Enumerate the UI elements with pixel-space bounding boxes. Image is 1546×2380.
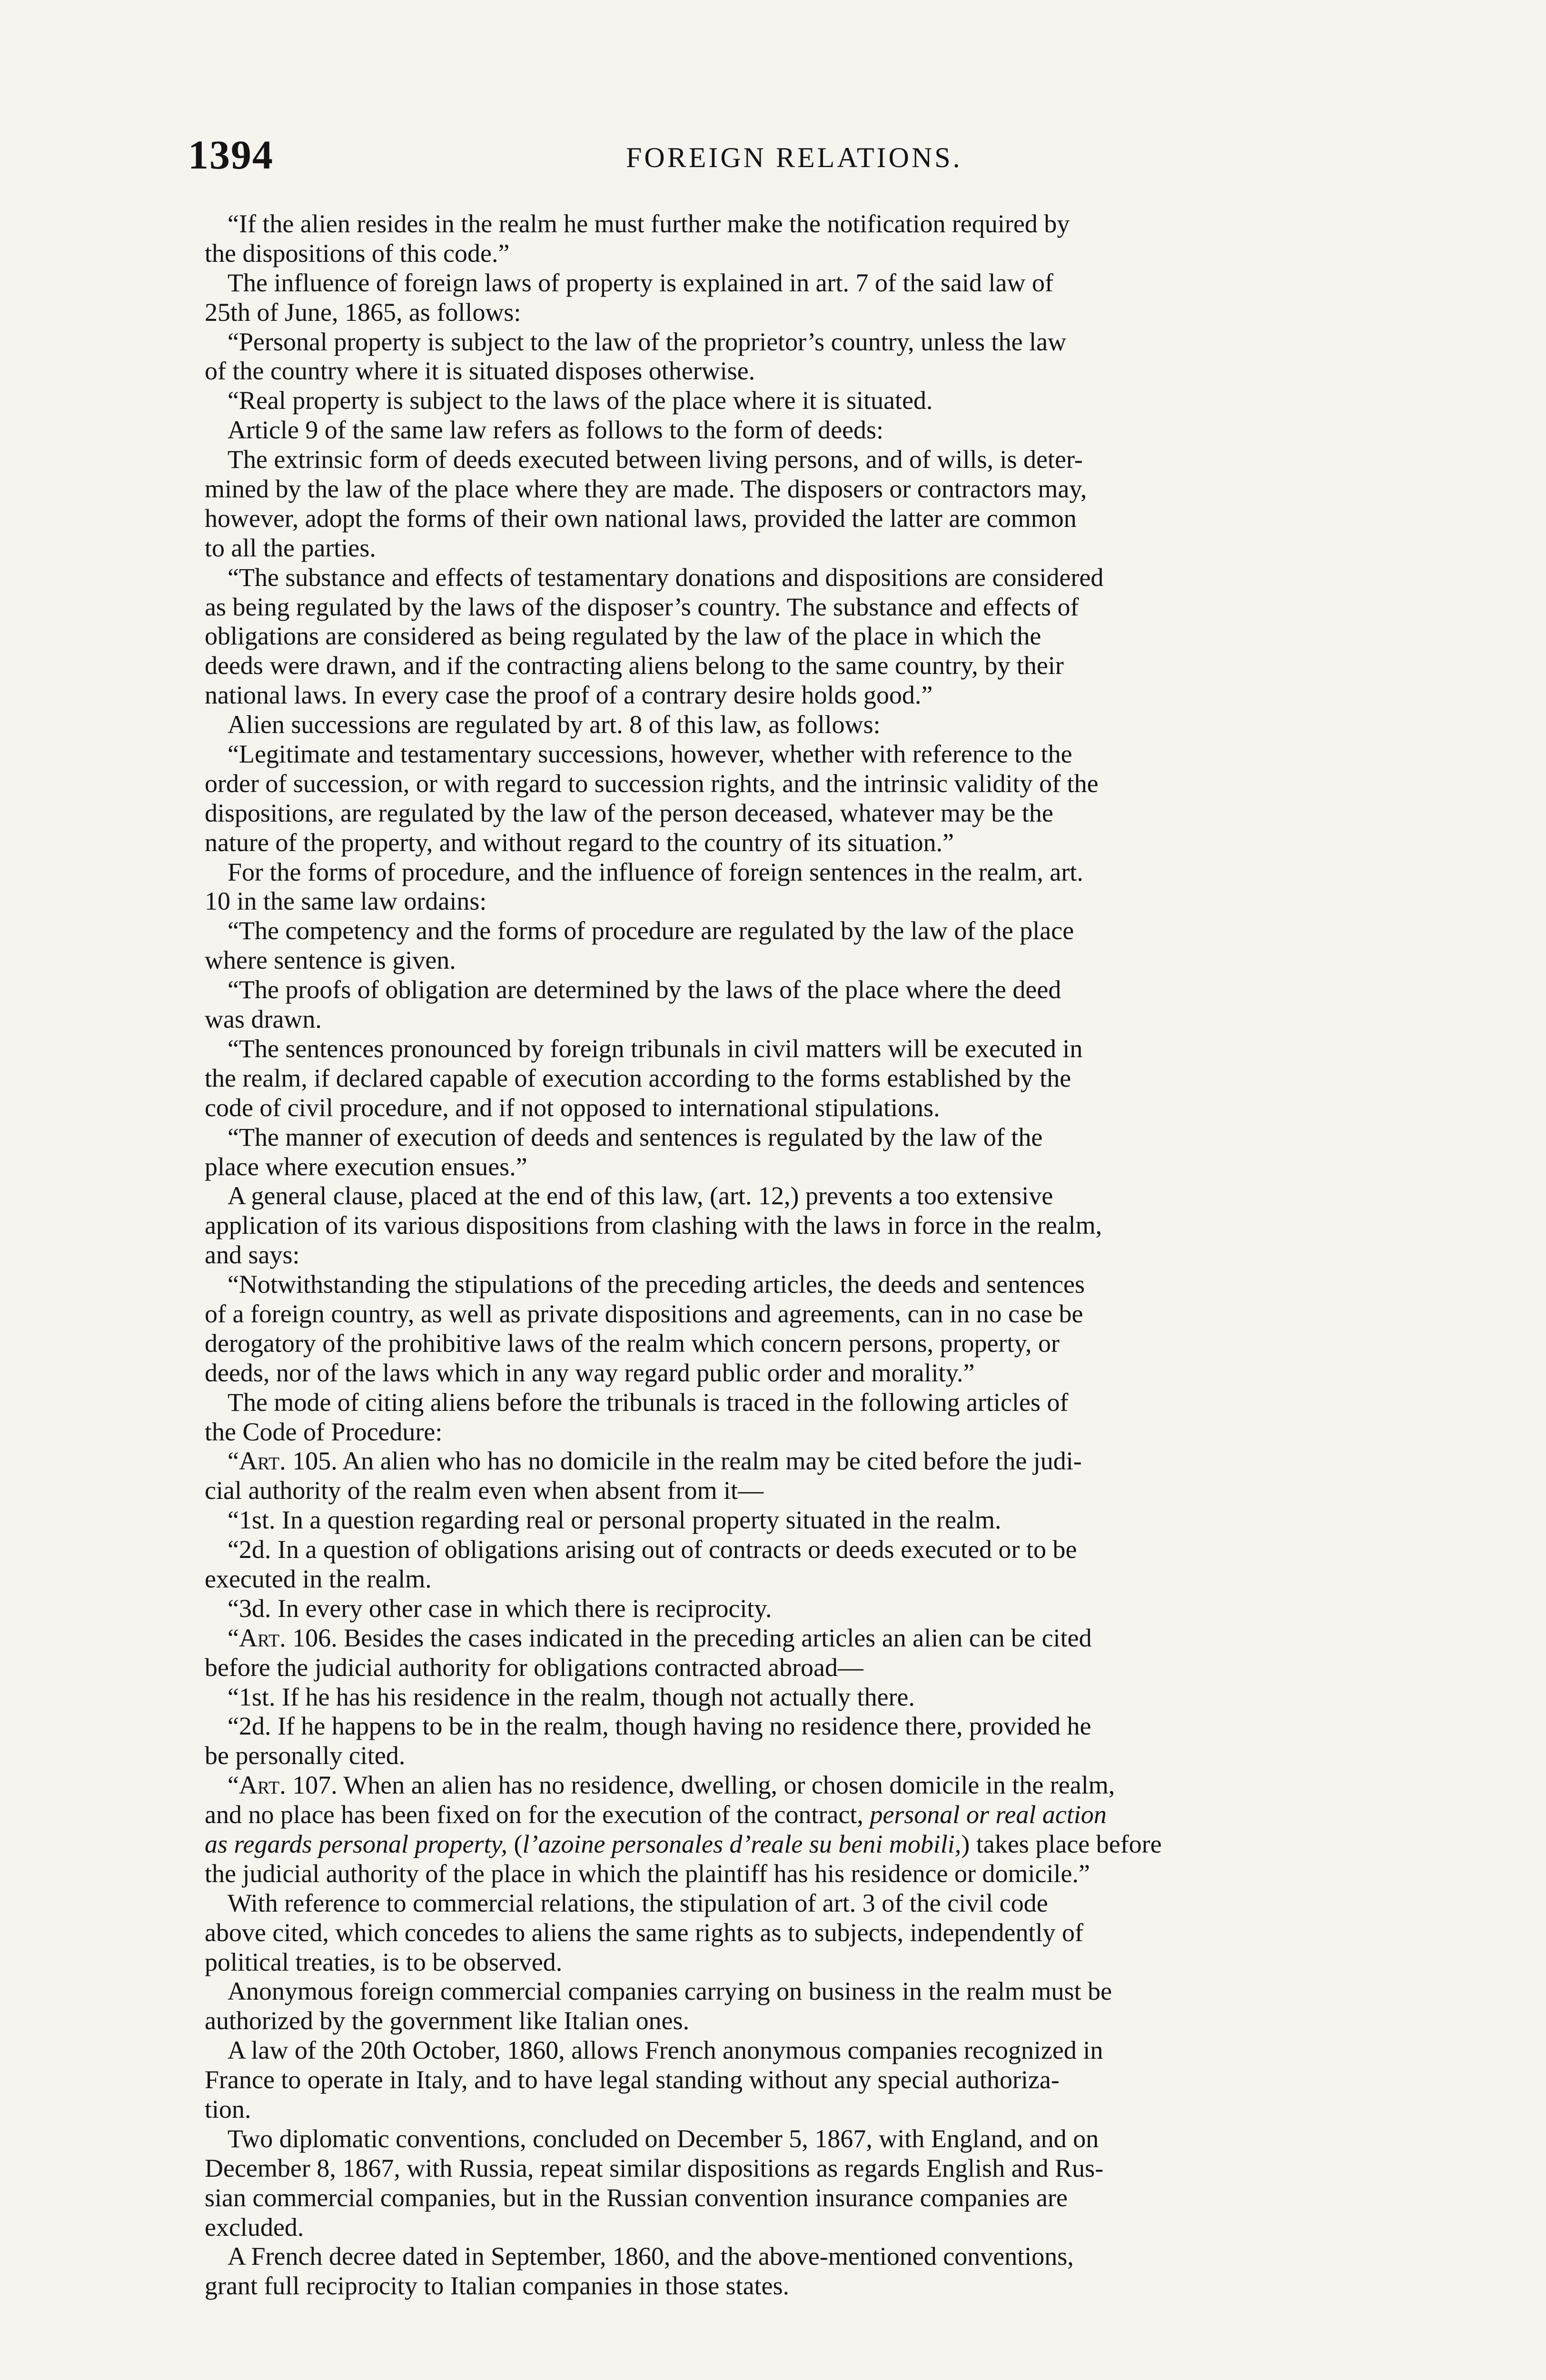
- text-line: [205, 1093, 1457, 1123]
- text-line: [205, 268, 1457, 298]
- text-line: [205, 1565, 1457, 1594]
- text-line: [205, 2006, 1457, 2036]
- text-line: [205, 1830, 1457, 1859]
- italic-phrase: l’azoine personales d’reale su beni mobili,: [522, 1829, 961, 1858]
- text-line: [205, 239, 1457, 268]
- text-line: [205, 710, 1457, 740]
- text-segment: 105. An alien who has no domicile in the realm may be cited before the judi-: [286, 1447, 1082, 1476]
- text-segment: and no place has been fixed on for the execution of the contract,: [205, 1800, 870, 1829]
- text-segment: before the judicial authority for obligations contracted abroad—: [205, 1653, 864, 1682]
- text-line: [205, 298, 1457, 327]
- text-line: [205, 651, 1457, 681]
- text-line: [205, 1476, 1457, 1506]
- text-line: [205, 858, 1457, 887]
- text-line: [205, 1683, 1457, 1712]
- text-segment: “2d. If he happens to be in the realm, though having no residence there, provided he: [228, 1712, 1091, 1741]
- text-segment: derogatory of the prohibitive laws of the realm which concern persons, property, or: [205, 1329, 1060, 1358]
- text-line: [205, 1771, 1457, 1800]
- text-segment: grant full reciprocity to Italian companies in those states.: [205, 2271, 790, 2301]
- italic-phrase: personal or real action: [870, 1800, 1107, 1829]
- text-line: [205, 1211, 1457, 1240]
- text-line: [205, 1712, 1457, 1741]
- text-segment: the judicial authority of the place in which the plaintiff has his residence or domicile.”: [205, 1859, 1090, 1888]
- text-segment: dispositions, are regulated by the law of the person deceased, whatever may be the: [205, 798, 1053, 827]
- italic-phrase: as regards personal property,: [205, 1829, 508, 1858]
- text-segment: “Real property is subject to the laws of the place where it is situated.: [228, 386, 933, 415]
- text-segment: The extrinsic form of deeds executed between living persons, and of wills, is deter-: [228, 445, 1083, 474]
- text-segment: order of succession, or with regard to succession rights, and the intrinsic validity of the: [205, 769, 1099, 798]
- text-line: [205, 2095, 1457, 2124]
- text-line: [205, 386, 1457, 416]
- text-line: [205, 1948, 1457, 1977]
- body-text: [205, 209, 1457, 2301]
- article-label: Art.: [238, 1447, 286, 1476]
- text-segment: place where execution ensues.”: [205, 1152, 527, 1181]
- text-line: [205, 799, 1457, 828]
- text-segment: Alien successions are regulated by art. 8 of this law, as follows:: [228, 710, 881, 739]
- text-line: [205, 475, 1457, 504]
- text-segment: of the country where it is situated disposes otherwise.: [205, 357, 755, 386]
- text-segment: 106. Besides the cases indicated in the preceding articles an alien can be cited: [286, 1623, 1092, 1652]
- text-segment: however, adopt the forms of their own national laws, provided the latter are common: [205, 504, 1077, 533]
- text-line: [205, 563, 1457, 593]
- text-segment: was drawn.: [205, 1005, 322, 1034]
- text-segment: 10 in the same law ordains:: [205, 887, 487, 916]
- text-segment: ) takes place before: [961, 1829, 1162, 1858]
- text-segment: the realm, if declared capable of execution according to the forms established by the: [205, 1063, 1071, 1092]
- text-segment: A law of the 20th October, 1860, allows French anonymous companies recognized in: [228, 2036, 1103, 2065]
- text-segment: authorized by the government like Italian ones.: [205, 2006, 690, 2035]
- page-number: 1394: [188, 132, 274, 178]
- text-line: [205, 1535, 1457, 1565]
- text-line: [205, 1918, 1457, 1948]
- text-segment: “1st. If he has his residence in the realm, though not actually there.: [228, 1682, 915, 1711]
- text-line: [205, 769, 1457, 799]
- text-line: [205, 740, 1457, 769]
- text-segment: “2d. In a question of obligations arising out of contracts or deeds executed or to be: [228, 1535, 1077, 1564]
- text-segment: 107. When an alien has no residence, dwelling, or chosen domicile in the realm,: [286, 1771, 1115, 1800]
- text-line: [205, 504, 1457, 534]
- text-line: [205, 1506, 1457, 1535]
- text-segment: “The competency and the forms of procedure are regulated by the law of the place: [228, 916, 1074, 945]
- text-segment: “: [228, 1447, 239, 1476]
- text-segment: Anonymous foreign commercial companies carrying on business in the realm must be: [228, 1977, 1112, 2006]
- text-segment: (: [507, 1829, 523, 1858]
- text-line: [205, 2124, 1457, 2154]
- text-segment: tion.: [205, 2095, 251, 2123]
- text-segment: the Code of Procedure:: [205, 1417, 443, 1446]
- text-line: [205, 1859, 1457, 1889]
- text-segment: mined by the law of the place where they are made. The disposers or contractors may,: [205, 475, 1087, 504]
- text-segment: “Legitimate and testamentary successions, however, whether with reference to the: [228, 740, 1072, 769]
- text-line: [205, 1653, 1457, 1683]
- text-segment: political treaties, is to be observed.: [205, 1947, 563, 1976]
- text-line: [205, 2036, 1457, 2065]
- text-line: [205, 2065, 1457, 2095]
- text-line: [205, 1741, 1457, 1771]
- text-segment: “The substance and effects of testamentary donations and dispositions are considered: [228, 563, 1104, 592]
- text-line: [205, 828, 1457, 858]
- text-segment: December 8, 1867, with Russia, repeat similar dispositions as regards English and Rus-: [205, 2153, 1104, 2182]
- text-segment: the dispositions of this code.”: [205, 238, 510, 268]
- text-segment: be personally cited.: [205, 1741, 406, 1770]
- running-title: FOREIGN RELATIONS.: [626, 142, 962, 173]
- text-line: [205, 1359, 1457, 1388]
- text-line: [205, 1240, 1457, 1270]
- text-segment: The influence of foreign laws of property is explained in art. 7 of the said law of: [228, 268, 1053, 297]
- text-line: [205, 1064, 1457, 1093]
- text-line: [205, 534, 1457, 563]
- text-segment: Two diplomatic conventions, concluded on December 5, 1867, with England, and on: [228, 2124, 1099, 2153]
- text-line: [205, 946, 1457, 975]
- text-segment: cial authority of the realm even when absent from it—: [205, 1476, 764, 1505]
- text-segment: to all the parties.: [205, 533, 376, 562]
- text-line: [205, 1034, 1457, 1064]
- text-segment: where sentence is given.: [205, 946, 456, 975]
- text-line: [205, 2213, 1457, 2242]
- text-segment: executed in the realm.: [205, 1564, 432, 1593]
- text-segment: application of its various dispositions from clashing with the laws in force in the realm,: [205, 1211, 1102, 1240]
- text-line: [205, 2242, 1457, 2271]
- article-label: Art.: [238, 1771, 286, 1800]
- text-segment: national laws. In every case the proof of a contrary desire holds good.”: [205, 681, 933, 710]
- text-segment: A general clause, placed at the end of this law, (art. 12,) prevents a too extensive: [228, 1181, 1053, 1210]
- text-line: [205, 975, 1457, 1005]
- text-line: [205, 1624, 1457, 1653]
- text-line: [205, 1329, 1457, 1359]
- text-segment: “3d. In every other case in which there is reciprocity.: [228, 1594, 772, 1623]
- text-segment: and says:: [205, 1240, 300, 1269]
- text-segment: as being regulated by the laws of the disposer’s country. The substance and effects of: [205, 592, 1079, 621]
- text-segment: 25th of June, 1865, as follows:: [205, 298, 521, 327]
- text-segment: sian commercial companies, but in the Russian convention insurance companies are: [205, 2183, 1068, 2212]
- text-segment: “: [228, 1623, 239, 1652]
- text-line: [205, 593, 1457, 622]
- text-segment: “: [228, 1771, 239, 1800]
- text-segment: excluded.: [205, 2212, 304, 2241]
- text-segment: above cited, which concedes to aliens the same rights as to subjects, independently of: [205, 1918, 1083, 1947]
- text-segment: France to operate in Italy, and to have legal standing without any special authoriza-: [205, 2065, 1060, 2094]
- text-segment: obligations are considered as being regulated by the law of the place in which the: [205, 622, 1041, 651]
- text-segment: of a foreign country, as well as private dispositions and agreements, can in no case be: [205, 1299, 1083, 1328]
- text-line: [205, 1270, 1457, 1299]
- text-line: [205, 209, 1457, 239]
- text-line: [205, 1594, 1457, 1624]
- text-segment: “1st. In a question regarding real or personal property situated in the realm.: [228, 1506, 1001, 1535]
- text-line: [205, 1800, 1457, 1830]
- text-line: [205, 2154, 1457, 2183]
- text-segment: “The manner of execution of deeds and sentences is regulated by the law of the: [228, 1122, 1043, 1151]
- text-line: [205, 916, 1457, 946]
- text-segment: deeds, nor of the laws which in any way regard public order and morality.”: [205, 1358, 975, 1387]
- text-segment: “If the alien resides in the realm he must further make the notification required by: [228, 209, 1070, 238]
- text-line: [205, 1447, 1457, 1476]
- text-line: [205, 445, 1457, 475]
- text-line: [205, 1123, 1457, 1152]
- text-segment: deeds were drawn, and if the contracting aliens belong to the same country, by their: [205, 651, 1064, 680]
- text-segment: “The sentences pronounced by foreign tribunals in civil matters will be executed in: [228, 1034, 1083, 1063]
- text-segment: code of civil procedure, and if not opposed to international stipulations.: [205, 1093, 940, 1122]
- text-line: [205, 327, 1457, 357]
- text-segment: “Notwithstanding the stipulations of the preceding articles, the deeds and sentences: [228, 1270, 1085, 1299]
- text-segment: “Personal property is subject to the law of the proprietor’s country, unless the law: [228, 327, 1067, 356]
- text-line: [205, 1388, 1457, 1418]
- text-line: [205, 887, 1457, 916]
- text-segment: Article 9 of the same law refers as follows to the form of deeds:: [228, 416, 884, 445]
- text-line: [205, 1005, 1457, 1034]
- text-line: [205, 1152, 1457, 1182]
- page-header: [188, 131, 1464, 183]
- text-line: [205, 681, 1457, 710]
- text-line: [205, 1299, 1457, 1329]
- text-line: [205, 2271, 1457, 2301]
- text-line: [205, 1889, 1457, 1918]
- text-segment: For the forms of procedure, and the influence of foreign sentences in the realm, art.: [228, 857, 1083, 886]
- text-line: [205, 622, 1457, 651]
- text-segment: The mode of citing aliens before the tribunals is traced in the following articles of: [228, 1388, 1069, 1417]
- article-label: Art.: [238, 1623, 286, 1652]
- text-segment: With reference to commercial relations, the stipulation of art. 3 of the civil code: [228, 1888, 1048, 1917]
- text-line: [205, 357, 1457, 386]
- text-segment: “The proofs of obligation are determined by the laws of the place where the deed: [228, 975, 1061, 1004]
- text-line: [205, 1977, 1457, 2006]
- text-line: [205, 2183, 1457, 2213]
- text-line: [205, 416, 1457, 445]
- text-segment: A French decree dated in September, 1860, and the above-mentioned conventions,: [228, 2242, 1074, 2271]
- text-segment: nature of the property, and without regard to the country of its situation.”: [205, 828, 954, 857]
- text-line: [205, 1418, 1457, 1447]
- text-line: [205, 1181, 1457, 1211]
